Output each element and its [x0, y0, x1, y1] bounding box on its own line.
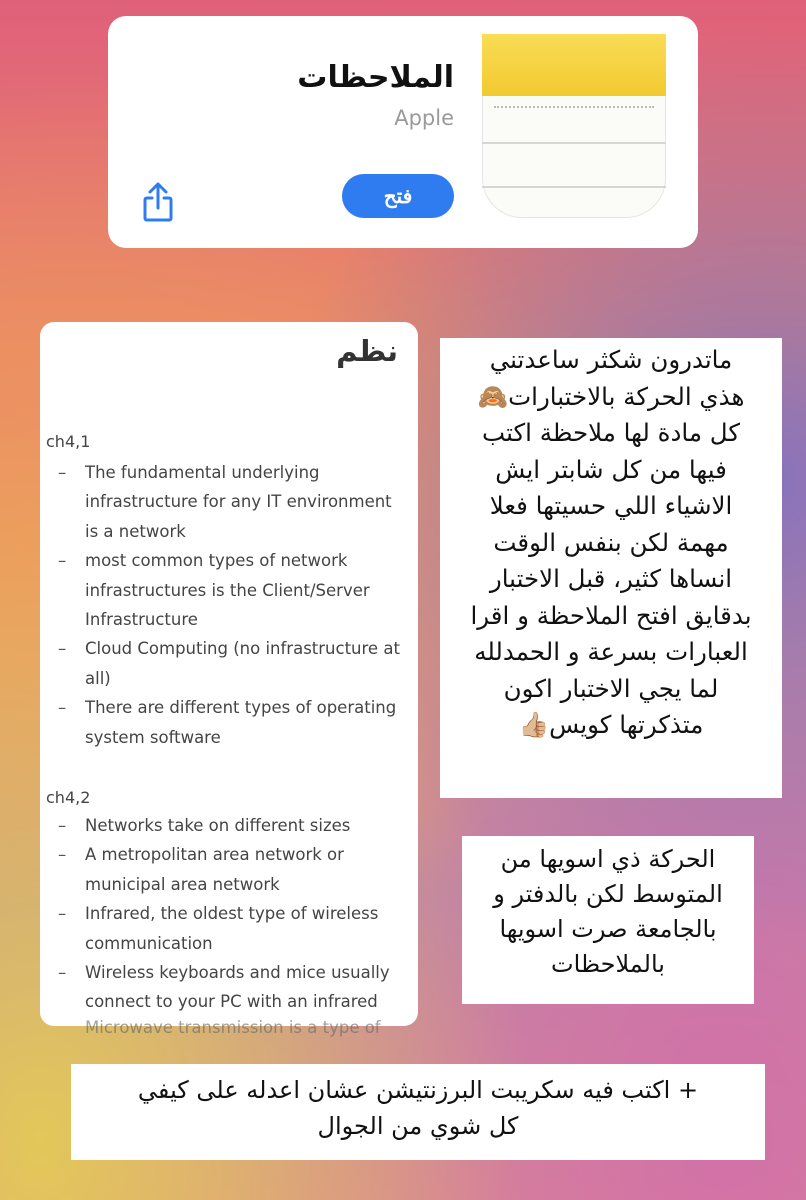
caption-line: العبارات بسرعة و الحمدلله [474, 637, 748, 666]
app-developer: Apple [394, 106, 454, 130]
section-list [40, 811, 418, 1017]
note-screenshot [40, 322, 418, 1037]
open-button[interactable]: فتح [342, 174, 454, 218]
caption-line: مهمة لكن بنفس الوقت [493, 527, 729, 557]
caption-line: متذكرتها كويس👍🏼 [518, 710, 704, 739]
list-item: – Cloud Computing (no infrastructure at all) [40, 634, 418, 693]
caption-line: بدقايق افتح الملاحظة و اقرا [470, 600, 752, 630]
caption-box-secondary [462, 836, 754, 1004]
caption-line: + اكتب فيه سكريبت البرزنتيشن عشان اعدله على كيفي [137, 1076, 699, 1104]
list-item: – The fundamental underlying infrastructure for any IT environment is a network [40, 458, 418, 546]
cut-off-line: Microwave transmission is a type of [85, 1018, 381, 1037]
caption-box-bottom [71, 1064, 765, 1160]
caption-line: بالجامعة صرت اسويها [499, 915, 717, 943]
list-item: – most common types of network infrastructures is the Client/Server Infrastructure [40, 546, 418, 634]
app-store-card [108, 16, 698, 248]
caption-line: بالملاحظات [551, 950, 665, 978]
caption-text [440, 338, 782, 744]
caption-line: ماتدرون شكثر ساعدتني [489, 345, 733, 374]
caption-text [71, 1064, 765, 1144]
caption-line: لما يجي الاختبار اكون [503, 673, 719, 703]
section-heading: ch4,2 [46, 788, 91, 807]
section-heading: ch4,1 [46, 432, 91, 451]
share-icon[interactable] [140, 178, 176, 228]
list-item: – A metropolitan area network or municipal area network [40, 840, 418, 899]
list-item: – Networks take on different sizes [40, 811, 418, 840]
caption-line: انساها كثير، قبل الاختبار [489, 564, 733, 593]
list-item: – Infrared, the oldest type of wireless communication [40, 899, 418, 958]
notes-app-icon[interactable] [482, 34, 666, 218]
caption-line: المتوسط لكن بالدفتر و [493, 880, 723, 908]
caption-box-main [440, 338, 782, 798]
caption-line: كل مادة لها ملاحظة اكتب [482, 418, 740, 447]
app-title: الملاحظات [297, 60, 454, 95]
list-item: – Wireless keyboards and mice usually connect to your PC with an infrared [40, 958, 418, 1017]
caption-text [462, 836, 754, 982]
section-list [40, 458, 418, 752]
caption-line: الاشياء اللي حسيتها فعلا [489, 491, 733, 520]
caption-line: كل شوي من الجوال [317, 1112, 519, 1140]
note-title: نظم [336, 334, 398, 368]
caption-line: فيها من كل شابتر ايش [495, 454, 727, 484]
caption-line: هذي الحركة بالاختبارات🙈 [477, 381, 745, 411]
caption-line: الحركة ذي اسويها من [500, 845, 716, 873]
list-item: – There are different types of operating system software [40, 693, 418, 752]
